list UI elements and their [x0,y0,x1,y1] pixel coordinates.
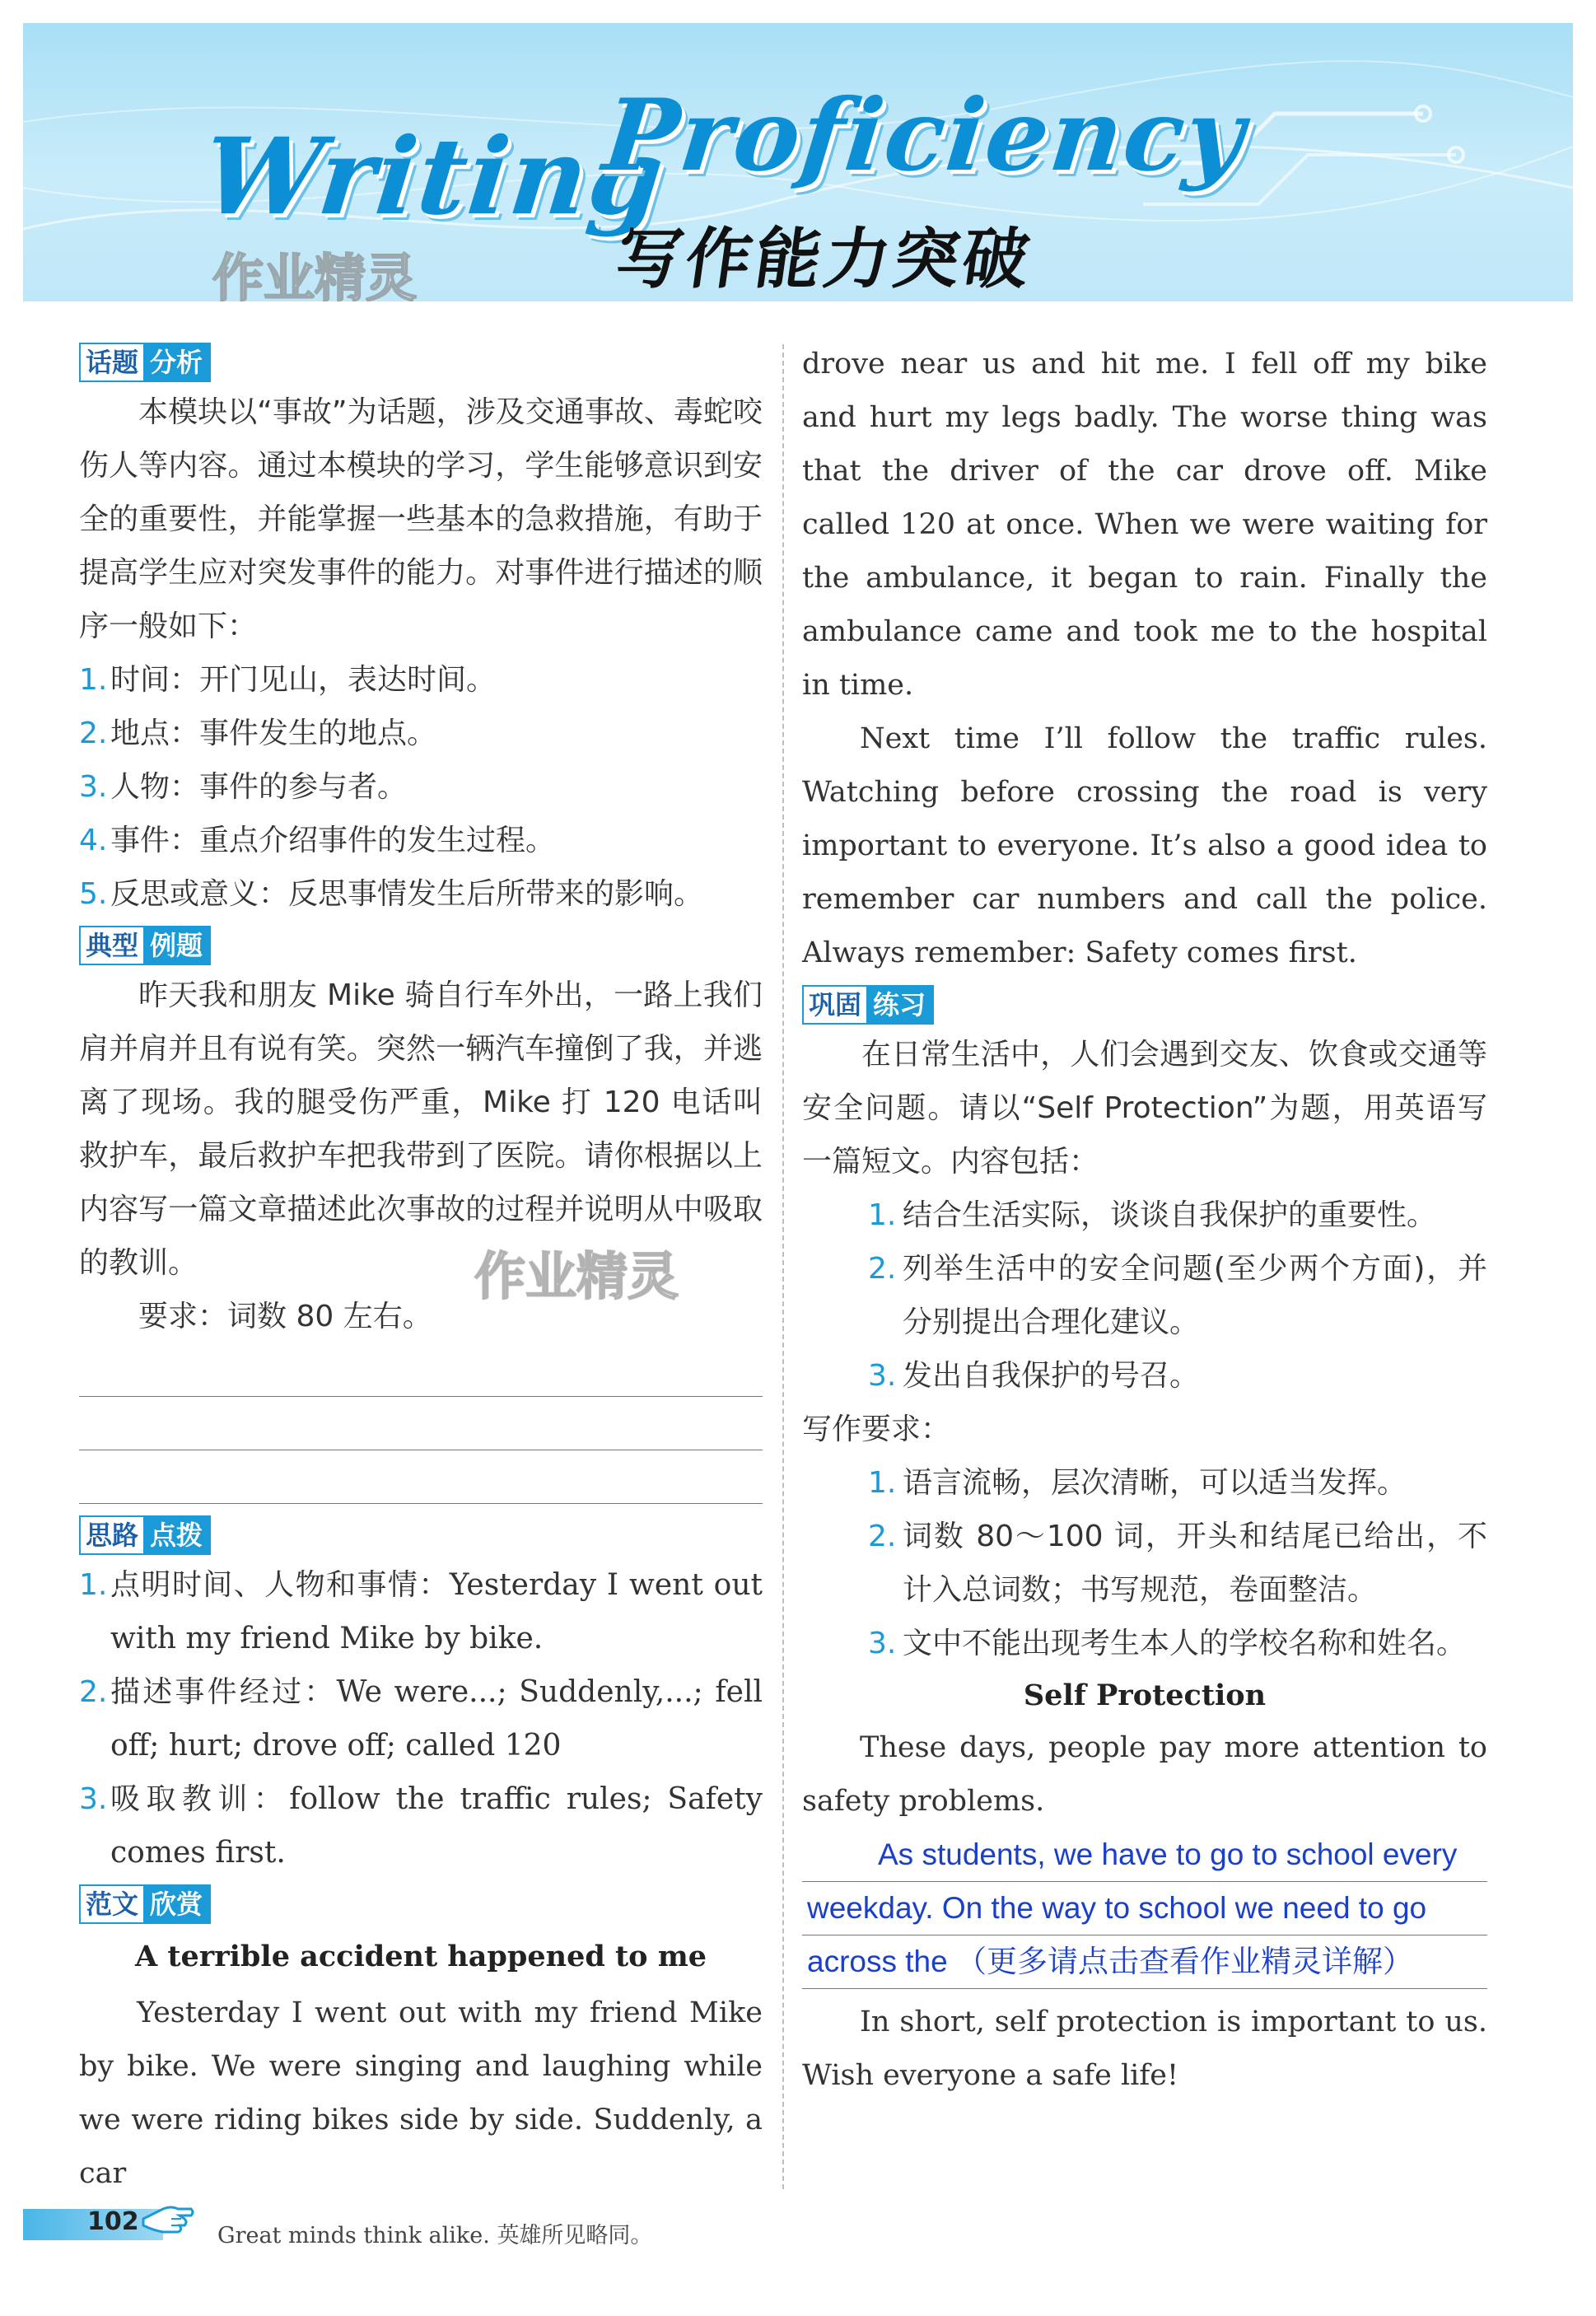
page-watermark: 作业精灵 [474,1246,679,1306]
banner-title-proficiency: Proficiency [598,77,1252,194]
ideas-list [79,1558,763,1879]
answer-title: Self Protection [1023,1679,1267,1712]
essay-paragraph: Yesterday I went out with my friend Mike by bike. We were singing and laughing while we were riding bikes side by side. Suddenly, a car [79,1996,763,2190]
answer-line[interactable] [79,1450,763,1504]
list-item: 1. 语言流畅，层次清晰，可以适当发挥。 [868,1466,1407,1500]
topic-intro: 本模块以“事故”为话题，涉及交通事故、毒蛇咬伤人等内容。通过本模块的学习，学生能够意识到安全的重要性，并能掌握一些基本的急救措施，有助于提高学生应对突发事件的能力。对事件进行描述的顺序一般如下： [79,395,763,643]
list-item: 3. 文中不能出现考生本人的学校名称和姓名。 [868,1627,1467,1660]
list-item: 1. 点明时间、人物和事情：Yesterday I went out with my friend Mike by bike. [79,1568,763,1655]
right-column [802,338,1487,2103]
pointing-hand-icon [138,2194,196,2244]
example-requirement: 要求：词数 80 左右。 [138,1300,432,1333]
requirements-heading: 写作要求： [802,1412,951,1446]
banner [23,23,1573,301]
practice-prompt: 在日常生活中，人们会遇到交友、饮食或交通等安全问题。请以“Self Protection”为题，用英语写一篇短文。内容包括： [802,1038,1487,1179]
example-label: 典型 例题 [79,926,211,965]
list-item: 1. 时间：开门见山，表达时间。 [79,663,497,697]
ideas-label: 思路 点拨 [79,1515,211,1555]
banner-watermark: 作业精灵 [212,248,418,301]
answer-opening: These days, people pay more attention to safety problems. [802,1731,1487,1818]
list-item: 2. 描述事件经过：We were...; Suddenly,...; fell off; hurt; drove off; called 120 [79,1675,763,1763]
list-item: 5. 反思或意义：反思事情发生后所带来的影响。 [79,877,704,911]
handwritten-answer-line[interactable]: across the （更多请点击查看作业精灵详解） [802,1935,1487,1989]
model-essay-label: 范文 欣赏 [79,1884,211,1924]
page-number: 102 [87,2207,139,2236]
list-item: 2. 地点：事件发生的地点。 [79,717,437,750]
essay-title: A terrible accident happened to me [134,1940,707,1973]
requirements-list [802,1456,1487,1670]
footer-motto-cn: 英雄所见略同。 [497,2223,653,2248]
practice-label: 巩固 练习 [802,985,934,1025]
banner-title-chinese: 写作能力突破 [611,221,1038,297]
practice-list [802,1188,1487,1403]
footer-motto-en: Great minds think alike. [217,2223,490,2248]
topic-analysis-label: 话题 分析 [79,343,211,382]
essay-paragraph: Next time I’ll follow the traffic rules. Watching before crossing the road is very important to everyone. It’s also a good idea to remember car numbers and call the police. Always remember: Safety comes first. [802,722,1487,969]
list-item: 3. 发出自我保护的号召。 [868,1359,1200,1393]
list-item: 4. 事件：重点介绍事件的发生过程。 [79,824,556,857]
answer-line[interactable] [79,1343,763,1397]
handwritten-answer-line: weekday. On the way to school we need to go [802,1882,1487,1935]
column-divider [782,344,784,2189]
list-item: 2. 列举生活中的安全问题(至少两个方面)，并分别提出合理化建议。 [868,1252,1487,1339]
topic-list [79,653,763,921]
example-prompt: 昨天我和朋友 Mike 骑自行车外出，一路上我们肩并肩并且有说有笑。突然一辆汽车撞倒了我，并逃离了现场。我的腿受伤严重，Mike 打 120 电话叫救护车，最后救护车把我带到了医院。请你根据以上内容写一篇文章描述此次事故的过程并说明从中吸取的教训。 [79,978,763,1280]
list-item: 3. 吸取教训：follow the traffic rules; Safety comes first. [79,1782,763,1870]
answer-line[interactable] [79,1397,763,1450]
list-item: 2. 词数 80～100 词，开头和结尾已给出，不计入总词数；书写规范，卷面整洁。 [868,1520,1487,1607]
banner-title-writing: Writing [198,115,671,239]
handwritten-answer-line: As students, we have to go to school every [802,1828,1487,1882]
answer-closing: In short, self protection is important to us. Wish everyone a safe life! [802,2005,1487,2092]
essay-paragraph-continued: drove near us and hit me. I fell off my bike and hurt my legs badly. The worse thing was that the driver of the car drove off. Mike called 120 at once. When we were waiting for the ambulance, it began to rain. Finally the ambulance came and took me to the hospital in time. [802,348,1487,702]
list-item: 1. 结合生活实际，谈谈自我保护的重要性。 [868,1198,1437,1232]
list-item: 3. 人物：事件的参与者。 [79,770,408,804]
footer-motto [217,2217,652,2249]
